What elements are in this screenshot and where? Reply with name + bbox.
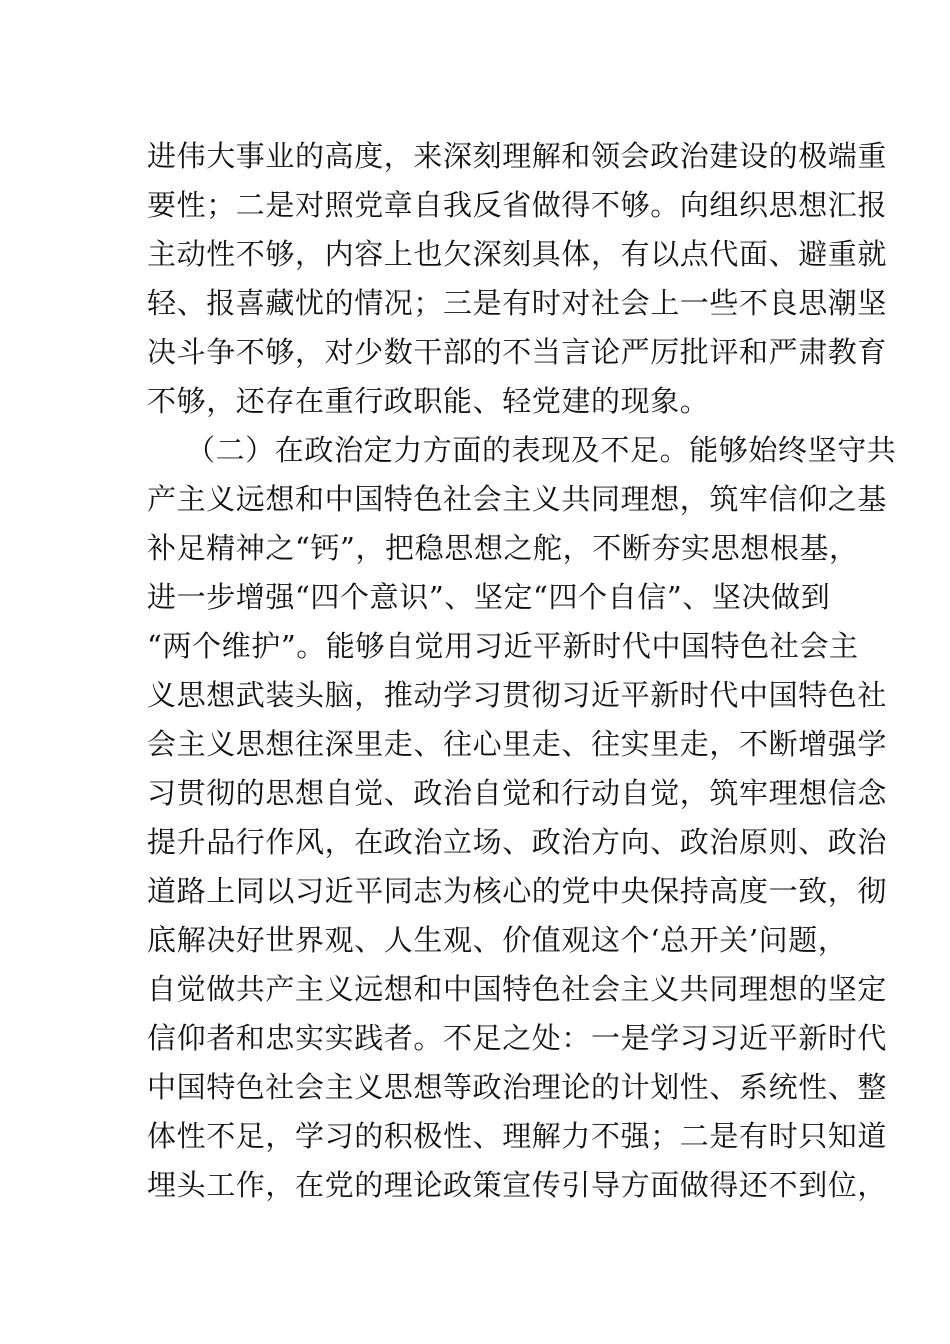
text-line: 习贯彻的思想自觉、政治自觉和行动自觉，筑牢理想信念 xyxy=(147,776,888,810)
text-line: 底解决好世界观、人生观、价值观这个‘总开关’问题， xyxy=(147,923,848,957)
text-line: 决斗争不够，对少数干部的不当言论严厉批评和严肃教育 xyxy=(147,335,888,369)
text-line: “两个维护”。能够自觉用习近平新时代中国特色社会主 xyxy=(147,629,859,663)
text-line: 进一步增强“四个意识”、坚定“四个自信”、坚决做到 xyxy=(147,580,831,614)
text-line: 进伟大事业的高度，来深刻理解和领会政治建设的极端重 xyxy=(147,139,888,173)
paragraph-start-line: （二）在政治定力方面的表现及不足。能够始终坚守共 xyxy=(186,433,897,467)
text-line: 不够，还存在重行政职能、轻党建的现象。 xyxy=(147,384,710,418)
text-line: 体性不足，学习的积极性、理解力不强；二是有时只知道 xyxy=(147,1119,888,1153)
text-line: 道路上同以习近平同志为核心的党中央保持高度一致，彻 xyxy=(147,874,888,908)
text-line: 产主义远想和中国特色社会主义共同理想，筑牢信仰之基 xyxy=(147,482,888,516)
text-line: 埋头工作，在党的理论政策宣传引导方面做得还不到位， xyxy=(147,1168,888,1202)
text-line: 主动性不够，内容上也欠深刻具体，有以点代面、避重就 xyxy=(147,237,888,271)
text-line: 会主义思想往深里走、往心里走、往实里走，不断增强学 xyxy=(147,727,888,761)
text-line: 要性；二是对照党章自我反省做得不够。向组织思想汇报 xyxy=(147,188,888,222)
text-line: 信仰者和忠实实践者。不足之处：一是学习习近平新时代 xyxy=(147,1021,888,1055)
text-line: 自觉做共产主义远想和中国特色社会主义共同理想的坚定 xyxy=(147,972,888,1006)
text-line: 补足精神之“钙”，把稳思想之舵，不断夯实思想根基， xyxy=(147,531,859,565)
text-line: 义思想武装头脑，推动学习贯彻习近平新时代中国特色社 xyxy=(147,678,888,712)
text-line: 轻、报喜藏忧的情况；三是有时对社会上一些不良思潮坚 xyxy=(147,286,888,320)
text-line: 中国特色社会主义思想等政治理论的计划性、系统性、整 xyxy=(147,1070,888,1104)
text-line: 提升品行作风，在政治立场、政治方向、政治原则、政治 xyxy=(147,825,888,859)
